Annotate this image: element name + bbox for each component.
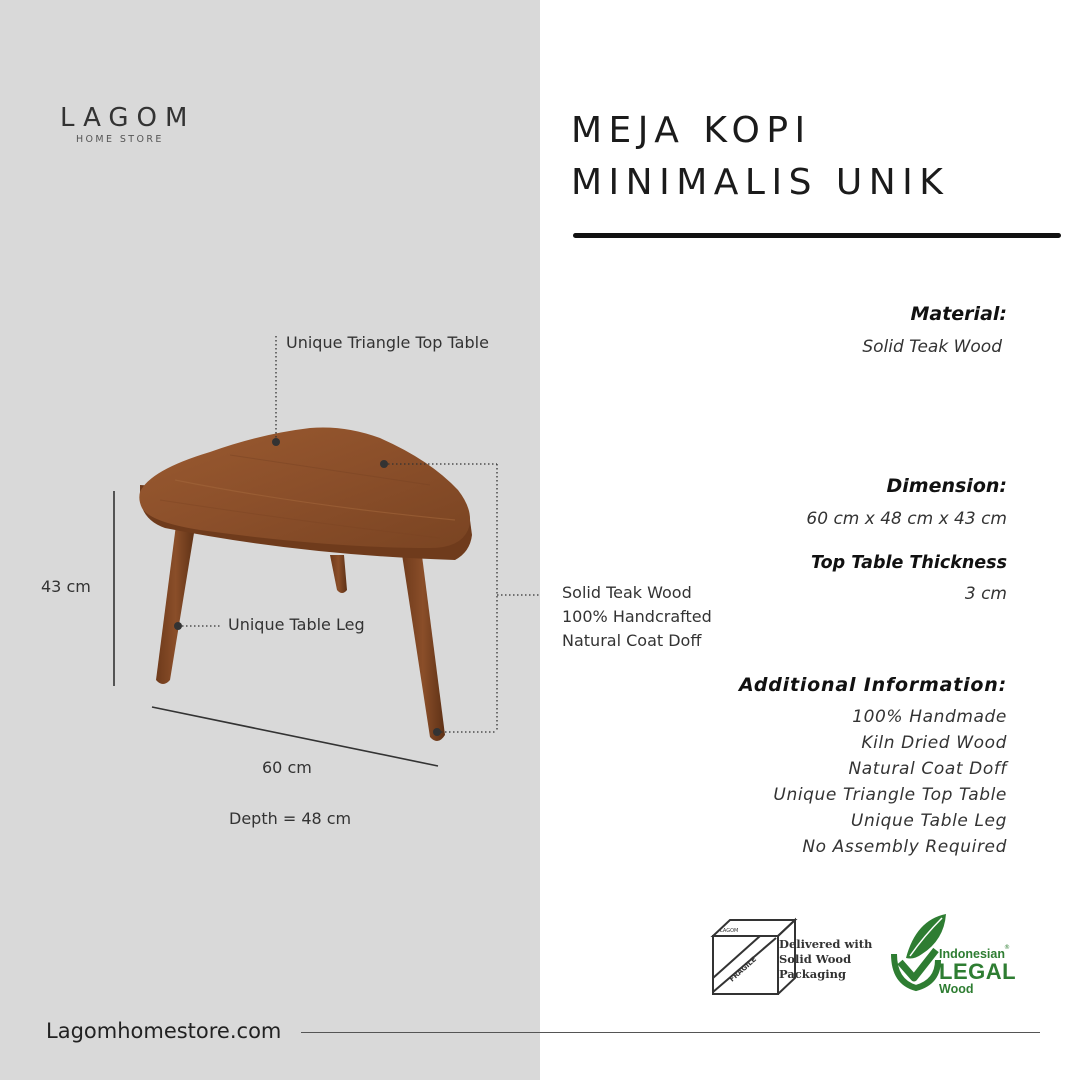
callout-feature: Natural Coat Doff <box>562 631 702 650</box>
additional-item: Kiln Dried Wood <box>861 733 1007 753</box>
additional-item: Unique Table Leg <box>850 811 1007 831</box>
brand-logo: LAGOM <box>60 103 196 133</box>
registered-mark: ® <box>1004 944 1010 951</box>
additional-item: Natural Coat Doff <box>848 759 1007 779</box>
callout-top-label: Unique Triangle Top Table <box>286 333 489 352</box>
callout-dot-top <box>272 438 280 446</box>
box-brand: LAGOM <box>720 928 739 934</box>
additional-heading: Additional Information: <box>738 674 1007 696</box>
table-left-leg <box>156 525 195 684</box>
depth-label: Depth = 48 cm <box>229 809 352 828</box>
legal-line3: Wood <box>939 981 974 996</box>
callout-leg-label: Unique Table Leg <box>228 615 365 634</box>
dimension-value: 60 cm x 48 cm x 43 cm <box>806 509 1007 529</box>
legal-line1: Indonesian <box>939 947 1005 961</box>
product-title-line2: MINIMALIS UNIK <box>571 162 950 203</box>
packaging-text <box>779 937 872 982</box>
callout-feature: 100% Handcrafted <box>562 607 712 626</box>
additional-item: Unique Triangle Top Table <box>773 785 1007 805</box>
additional-item: No Assembly Required <box>802 837 1007 857</box>
fragile-text: FRAGILE <box>727 955 759 984</box>
thickness-value: 3 cm <box>964 584 1007 604</box>
packaging-line: Delivered with <box>779 937 873 951</box>
additional-item: 100% Handmade <box>852 707 1007 727</box>
material-heading: Material: <box>910 303 1007 325</box>
packaging-line: Packaging <box>779 967 847 981</box>
website-link[interactable]: Lagomhomestore.com <box>46 1019 282 1043</box>
thickness-heading: Top Table Thickness <box>810 553 1007 573</box>
width-label: 60 cm <box>262 758 312 777</box>
packaging-line: Solid Wood <box>779 952 852 966</box>
legal-wood-text <box>939 948 1016 995</box>
callout-feature: Solid Teak Wood <box>562 583 692 602</box>
table-right-leg <box>401 548 445 741</box>
additional-info-list <box>773 706 1007 862</box>
dimension-heading: Dimension: <box>886 475 1007 497</box>
product-title-line1: MEJA KOPI <box>571 110 812 151</box>
legal-line2: LEGAL <box>939 958 1017 984</box>
title-underline <box>573 233 1061 238</box>
brand-tagline: HOME STORE <box>76 134 164 145</box>
table-back-leg <box>330 555 347 593</box>
height-label: 43 cm <box>41 577 91 596</box>
material-value: Solid Teak Wood <box>862 337 1002 357</box>
footer-divider <box>301 1032 1040 1033</box>
